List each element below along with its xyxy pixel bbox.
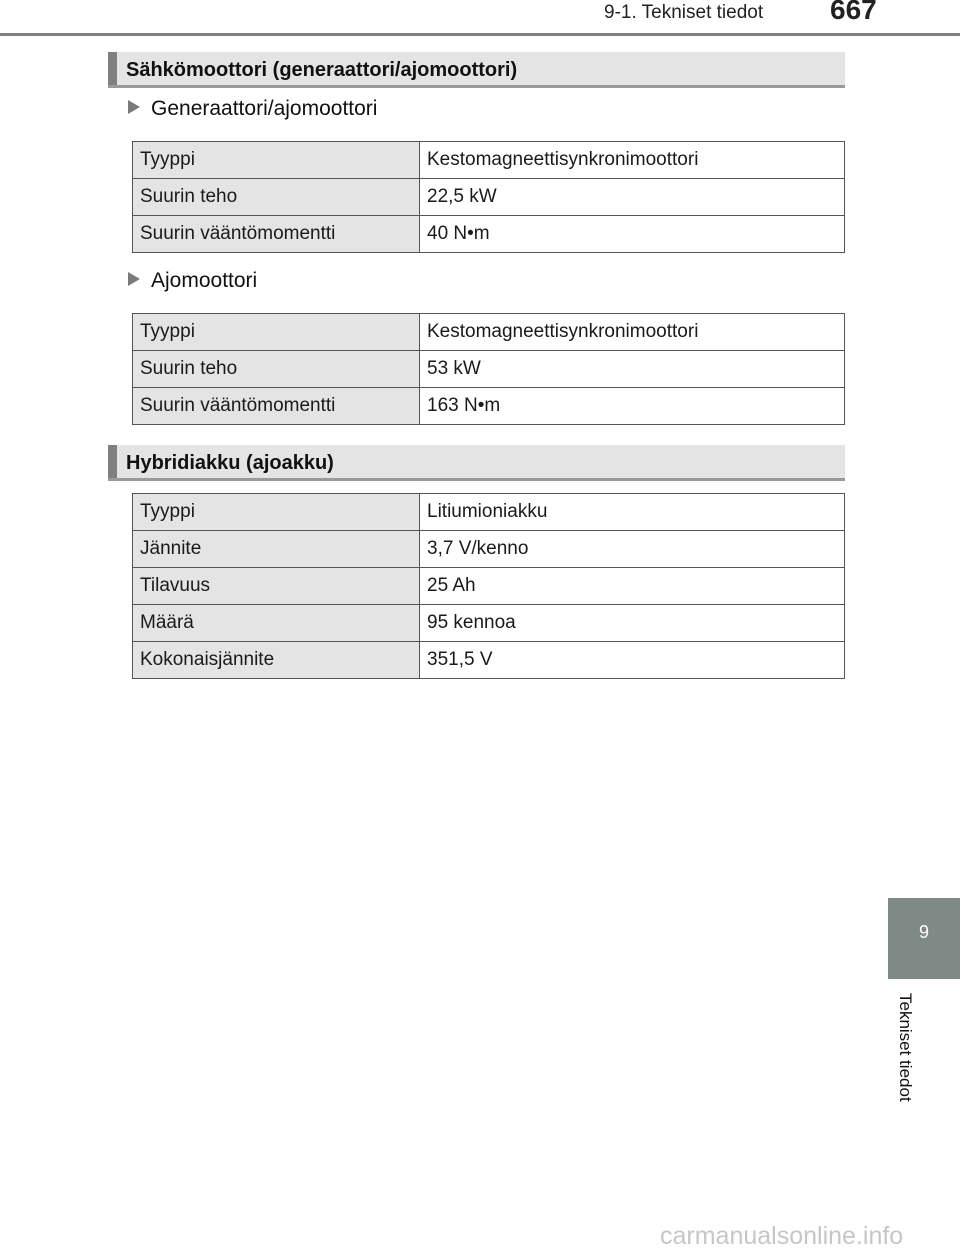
- heading-bar: [108, 52, 117, 85]
- subheading-text: Ajomoottori: [151, 269, 258, 292]
- spec-value: Kestomagneettisynkronimoottori: [420, 314, 845, 351]
- spec-value: Kestomagneettisynkronimoottori: [420, 142, 845, 179]
- section-heading-electric-motor: [108, 52, 845, 88]
- table-row: [133, 388, 845, 425]
- subheading-text: Generaattori/ajomoottori: [151, 97, 378, 120]
- triangle-bullet-icon: [128, 272, 140, 286]
- table-row: [133, 494, 845, 531]
- spec-label: Tyyppi: [133, 494, 420, 531]
- heading-bar: [108, 445, 117, 478]
- section-heading-hybrid-battery: [108, 445, 845, 481]
- spec-value: 163 N•m: [420, 388, 845, 425]
- table-row: [133, 142, 845, 179]
- watermark: carmanualsonline.info: [660, 1222, 904, 1250]
- subheading-generator: [128, 97, 377, 121]
- spec-label: Tilavuus: [133, 568, 420, 605]
- subheading-drive-motor: [128, 269, 257, 293]
- chapter-tab: [888, 898, 960, 979]
- section-heading-text: Sähkömoottori (generaattori/ajomoottori): [126, 59, 518, 81]
- spec-label: Suurin teho: [133, 351, 420, 388]
- spec-label: Määrä: [133, 605, 420, 642]
- section-heading-text: Hybridiakku (ajoakku): [126, 452, 334, 474]
- spec-value: 22,5 kW: [420, 179, 845, 216]
- spec-value: 40 N•m: [420, 216, 845, 253]
- battery-spec-table: [132, 493, 845, 679]
- spec-label: Tyyppi: [133, 314, 420, 351]
- table-row: [133, 314, 845, 351]
- drive-motor-spec-table: [132, 313, 845, 425]
- spec-value: Litiumioniakku: [420, 494, 845, 531]
- generator-spec-table: [132, 141, 845, 253]
- spec-label: Suurin teho: [133, 179, 420, 216]
- spec-label: Kokonaisjännite: [133, 642, 420, 679]
- spec-value: 95 kennoa: [420, 605, 845, 642]
- spec-label: Jännite: [133, 531, 420, 568]
- triangle-bullet-icon: [128, 100, 140, 114]
- table-row: [133, 605, 845, 642]
- spec-value: 351,5 V: [420, 642, 845, 679]
- table-row: [133, 179, 845, 216]
- header-section-title: 9-1. Tekniset tiedot: [604, 2, 764, 23]
- spec-label: Suurin vääntömomentti: [133, 388, 420, 425]
- table-row: [133, 531, 845, 568]
- table-row: [133, 351, 845, 388]
- header-rule: [0, 33, 960, 36]
- spec-value: 25 Ah: [420, 568, 845, 605]
- chapter-number: 9: [918, 922, 929, 942]
- page-number: 667: [830, 0, 877, 25]
- spec-value: 3,7 V/kenno: [420, 531, 845, 568]
- table-row: [133, 642, 845, 679]
- spec-label: Tyyppi: [133, 142, 420, 179]
- table-row: [133, 216, 845, 253]
- spec-label: Suurin vääntömomentti: [133, 216, 420, 253]
- chapter-label: Tekniset tiedot: [896, 993, 915, 1102]
- spec-value: 53 kW: [420, 351, 845, 388]
- table-row: [133, 568, 845, 605]
